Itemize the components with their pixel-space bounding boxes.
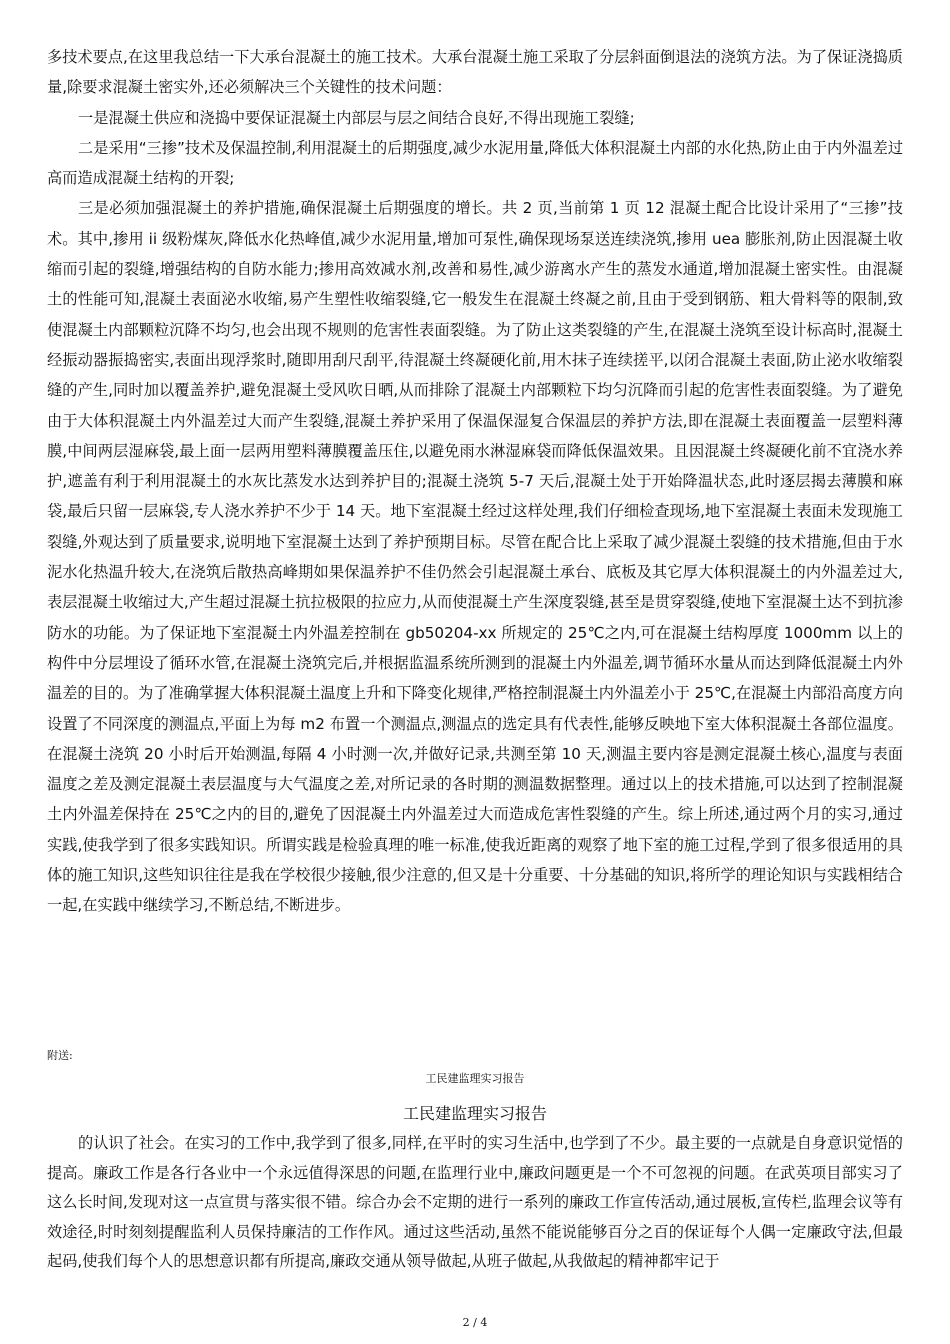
paragraph-2: 一是混凝土供应和浇捣中要保证混凝土内部层与层之间结合良好,不得出现施工裂缝; bbox=[78, 108, 635, 127]
main-body-text bbox=[47, 42, 903, 921]
page-number: 2 / 4 bbox=[462, 1316, 488, 1329]
paragraph-4: 三是必须加强混凝土的养护措施,确保混凝土后期强度的增长。共 2 页,当前第 1 页 12 混凝土配合比设计采用了“三掺”技术。其中,掺用 ii 级粉煤灰,降低水化热峰值,减少水泥用量,增加可泵性,确保现场泵送连续浇筑,掺用 uea 膨胀剂,防止因混凝土收缩而引起的裂缝,增强结构的自防水能力;掺用高效减水剂,改善和易性,减少游离水产生的蒸发水通道,增加混凝土密实性。由混凝土的性能可知,混凝土表面泌水收缩,易产生塑性收缩裂缝,它一般发生在混凝土终凝之前,且由于受到钢筋、粗大骨料等的限制,致使混凝土内部颗粒沉降不均匀,也会出现不规则的危害性表面裂缝。为了防止这类裂缝的产生,在混凝土浇筑至设计标高时,混凝土经振动器振捣密实,表面出现浮浆时,随即用刮尺刮平,待混凝土终凝硬化前,用木抹子连续搓平,以闭合混凝土表面,防止泌水收缩裂缝的产生,同时加以覆盖养护,避免混凝土受风吹日晒,从而排除了混凝土内部颗粒下均匀沉降而引起的危害性表面裂缝。为了避免由于大体积混凝土内外温差过大而产生裂缝,混凝土养护采用了保温保湿复合保温层的养护方法,即在混凝土表面覆盖一层塑料薄膜,中间两层湿麻袋,最上面一层两用塑料薄膜覆盖压住,以避免雨水淋湿麻袋而降低保温效果。且因混凝土终凝硬化前不宜浇水养护,遮盖有利于利用混凝土的水灰比蒸发水达到养护目的;混凝土浇筑 5-7 天后,混凝土处于开始降温状态,此时逐层揭去薄膜和麻袋,最后只留一层麻袋,专人浇水养护不少于 14 天。地下室混凝土经过这样处理,我们仔细检查现场,地下室混凝土表面未发现施工裂缝,外观达到了质量要求,说明地下室混凝土达到了养护预期目标。尽管在配合比上采取了减少混凝土裂缝的技术措施,但由于水泥水化热温升较大,在浇筑后散热高峰期如果保温养护不佳仍然会引起混凝土承台、底板及其它厚大体积混凝土的内外温差过大,表层混凝土收缩过大,产生超过混凝土抗拉极限的拉应力,从而使混凝土产生深度裂缝,甚至是贯穿裂缝,使地下室混凝土达不到抗渗防水的功能。为了保证地下室混凝土内外温差控制在 gb50204-xx 所规定的 25℃之内,可在混凝土结构厚度 1000mm 以上的构件中分层埋设了循环水管,在混凝土浇筑完后,并根据监温系统所测到的混凝土内外温差,调节循环水量从而达到降低混凝土内外温差的目的。为了准确掌握大体积混凝土温度上升和下降变化规律,严格控制混凝土内外温差小于 25℃,在混凝土内部沿高度方向设置了不同深度的测温点,平面上为每 m2 布置一个测温点,测温点的选定具有代表性,能够反映地下室大体积混凝土各部位温度。在混凝土浇筑 20 小时后开始测温,每隔 4 小时测一次,并做好记录,共测至第 10 天,测温主要内容是测定混凝土核心,温度与表面温度之差及测定混凝土表层温度与大气温度之差,对所记录的各时期的测温数据整理。通过以上的技术措施,可以达到了控制混凝土内外温差保持在 25℃之内的目的,避免了因混凝土内外温差过大而造成危害性裂缝的产生。综上所述,通过两个月的实习,通过实践,使我学到了很多实践知识。所谓实践是检验真理的唯一标准,使我近距离的观察了地下室的施工过程,学到了很多很适用的具体的施工知识,这些知识往往是我在学校很少接触,很少注意的,但又是十分重要、十分基础的知识,将所学的理论知识与实践相结合一起,在实践中继续学习,不断总结,不断进步。 bbox=[47, 199, 903, 915]
paragraph-3: 二是采用“三掺”技术及保温控制,利用混凝土的后期强度,减少水泥用量,降低大体积混凝土内部的水化热,防止由于内外温差过高而造成混凝土结构的开裂; bbox=[47, 138, 903, 188]
report-title: 工民建监理实习报告 bbox=[402, 1104, 547, 1123]
report-paragraph: 的认识了社会。在实习的工作中,我学到了很多,同样,在平时的实习生活中,也学到了不少。最主要的一点就是自身意识觉悟的提高。廉政工作是各行各业中一个永远值得深思的问题,在监理行业中,廉政问题更是一个不可忽视的问题。在武英项目部实习了这么长时间,发现对这一点宣贯与落实很不错。综合办会不定期的进行一系列的廉政工作宣传活动,通过展板,宣传栏,监理会议等有效途径,时时刻刻提醒监利人员保持廉洁的工作作风。通过这些活动,虽然不能说能够百分之百的保证每个人偶一定廉政守法,但最起码,使我们每个人的思想意识都有所提高,廉政交通从领导做起,从班子做起,从我做起的精神都牢记于 bbox=[47, 1134, 903, 1270]
appendix-small-title: 工民建监理实习报告 bbox=[425, 1072, 525, 1085]
appendix-label: 附送: bbox=[47, 1049, 73, 1062]
paragraph-1: 多技术要点,在这里我总结一下大承台混凝土的施工技术。大承台混凝土施工采取了分层斜面倒退法的浇筑方法。为了保证浇捣质量,除要求混凝土密实外,还必须解决三个关键性的技术问题： bbox=[47, 48, 903, 97]
report-body-text bbox=[47, 1129, 903, 1277]
